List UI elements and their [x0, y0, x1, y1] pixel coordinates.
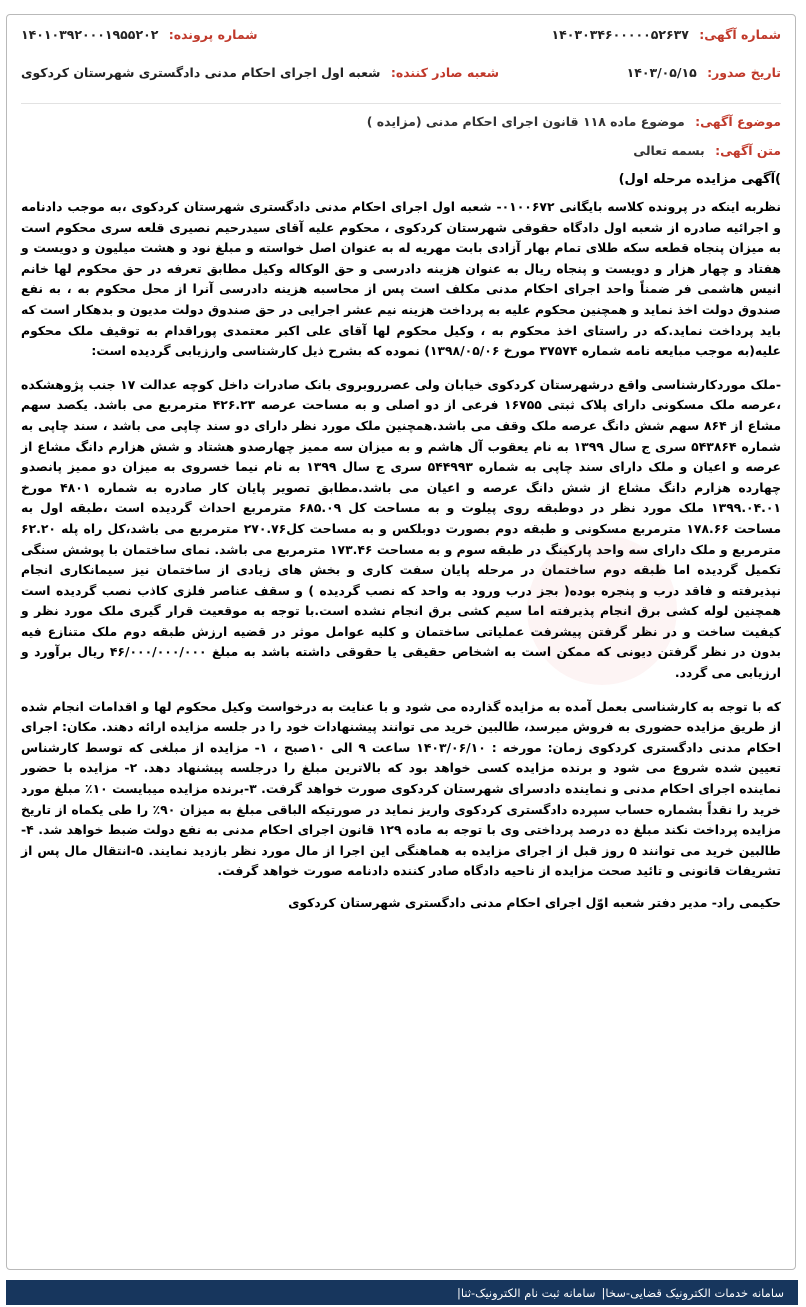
issuer-value: شعبه اول اجرای احکام مدنی دادگستری شهرستان کردکوی	[21, 65, 381, 80]
notice-content	[21, 27, 781, 910]
body-paragraph-2: -ملک موردکارشناسی واقع درشهرستان کردکوی خیابان ولی عصرروبروی بانک صادرات داخل کوچه عدالت ۱۷ جنب پژوهشکده ،عرصه ملک مسکونی دارای پلاک ثبتی ۱۶۷۵۵ فرعی از دو اصلی و به مساحت عرصه ۴۲۶.۲۳ مترمربع می باشد. یکصد سهم مشاع از ۸۶۴ سهم شش دانگ عرصه ملک وقف می باشد.همچنین ملک مورد نظر دارای دو سند چاپی می باشد ، سند چاپی به شماره ۵۴۳۸۶۴ سری ج سال ۱۳۹۹ به نام یعقوب آل هاشم و به میزان سه ممیز چهارصدو هشتاد و شش هزارم دانگ مشاع از عرصه و اعیان و ملک دارای سند چاپی به شماره ۵۴۴۹۹۳ سری ج سال ۱۳۹۹ به نام نیما خسروی به میزان دو ممیز پانصدو چهارده هزارم دانگ مشاع از شش دانگ عرصه و اعیان می باشد.مطابق تصویر پایان کار صادره به شماره ۴۸۰۱ مورخ ۱۳۹۹.۰۴.۰۱ ملک مورد نظر در دوطبقه روی پیلوت و به مساحت کل ۶۸۵.۰۹ مترمربع احداث گردیده است ،طبقه اول به مساحت ۱۷۸.۶۶ مترمربع مسکونی و طبقه دوم بصورت دوبلکس و به مساحت کل۲۷۰.۷۶ مترمربع می باشد،کل راه پله ۶۲.۲۰ مترمربع و ملک دارای سه واحد پارکینگ در طبقه سوم و به مساحت ۱۷۳.۴۶ مترمربع می باشد. نمای ساختمان با پوشش سنگی تکمیل گردیده اما طبقه دوم ساختمان در مرحله پایان سفت کاری و بخش های زیادی از ساختمان نیز سیمانکاری انجام نپذیرفته و فاقد درب و پنجره بوده( بجز درب ورود به واحد که نصب گردیده ) و سقف عناصر فلزی کاذب نصب گردیده است همچنین لوله کشی برق انجام پذیرفته اما سیم کشی برق انجام نشده است.با توجه به موقعیت قرار گیری ملک مورد نظر و کیفیت ساخت و در نظر گرفتن پیشرفت عملیاتی ساختمان و کلیه عوامل موثر در قضیه ارزش طبقه دوم ملک متنازع فیه بدون در نظر گرفتن دیونی که ممکن است به اشخاص حقیقی یا حقوقی داشته باشد به مبلغ ۴۶/۰۰۰/۰۰۰/۰۰۰ ریال برآورد و ارزیابی می گردد.	[21, 376, 782, 681]
subject-value: موضوع ماده ۱۱۸ قانون اجرای احکام مدنی (مزایده )	[366, 114, 685, 129]
footer-separator: |	[601, 1285, 606, 1300]
issuer-label: شعبه صادر کننده:	[390, 65, 500, 80]
issue-date-label: تاریخ صدور:	[707, 65, 781, 80]
text-label: متن آگهی:	[715, 143, 781, 158]
subject-row	[21, 114, 781, 129]
footer-bar	[6, 1280, 798, 1305]
issue-date-value: ۱۴۰۳/۰۵/۱۵	[626, 65, 697, 80]
case-number-label: شماره پرونده:	[168, 27, 258, 42]
footer-link-sana[interactable]: سامانه ثبت نام الکترونیک-ثنا	[460, 1285, 596, 1300]
text-row	[21, 143, 781, 158]
header-row-1	[21, 27, 781, 49]
text-value: بسمه تعالی	[633, 143, 705, 158]
case-number	[21, 27, 258, 42]
notice-number-label: شماره آگهی:	[699, 27, 781, 42]
stage-title: )آگهی مزایده مرحله اول)	[618, 172, 781, 187]
notice-card	[6, 14, 796, 1270]
footer-link-sakha[interactable]: سامانه خدمات الکترونیک قضایی-سخا	[605, 1285, 784, 1300]
header-row-2	[21, 65, 781, 87]
notice-number	[552, 27, 781, 42]
footer-separator-end: |	[456, 1285, 461, 1300]
body-paragraph-3: که با توجه به کارشناسی بعمل آمده به مزایده گذارده می شود و با عنایت به درخواست وکیل محکوم لها و اقدامات انجام شده از طریق مزایده حضوری به فروش میرسد، طالبین خرید می توانند پیشنهادات خود را در جلسه مزایده ارائه دهند. مکان: اجرای احکام مدنی دادگستری کردکوی زمان: مورخه : ۱۴۰۳/۰۶/۱۰ ساعت ۹ الی ۱۰صبح ، ۱- مزایده از مبلغی که توسط کارشناس تعیین شده شروع می شود و برنده مزایده کسی خواهد بود که بالاترین مبلغ را درجلسه پیشنهاد دهد. ۲- مزایده با حضور نماینده اجرای احکام مدنی و نماینده دادسرای شهرستان کردکوی صورت خواهد گرفت. ۳-برنده مزایده میبایست ۱۰٪ مبلغ مورد خرید را نقداً بشماره حساب سپرده دادگستری کردکوی واریز نماید در صورتیکه الباقی مبلغ به میزان ۹۰٪ را طی یکماه از تاریخ مزایده پرداخت نکند مبلغ ده درصد پرداختی وی با توجه به ماده ۱۲۹ قانون اجرای احکام مدنی به نفع دولت ضبط خواهد شد. ۴- طالبین خرید می توانند ۵ روز قبل از اجرای مزایده به هماهنگی این اجرا از مال مورد نظر بازدید نمایند. ۵-انتقال مال پس از تشریفات قانونی و تائید صحت مزایده از ناحیه دادگاه صادر کننده دادنامه صورت خواهد گرفت.	[21, 698, 782, 879]
case-number-value: ۱۴۰۱۰۳۹۲۰۰۰۱۹۵۵۲۰۲	[21, 27, 159, 42]
subject-label: موضوع آگهی:	[695, 114, 781, 129]
signature: حکیمی راد- مدیر دفتر شعبه اوّل اجرای احکام مدنی دادگستری شهرستان کردکوی	[288, 895, 781, 910]
header-divider	[21, 103, 781, 104]
issue-date	[627, 65, 781, 80]
issuer	[21, 65, 499, 80]
body-paragraph-1: نظربه اینکه در پرونده کلاسه بایگانی ۰۱۰۰۶۷۲- شعبه اول اجرای احکام مدنی دادگستری شهرستان کردکوی ،به موجب دادنامه و اجرائیه صادره از شعبه اول دادگاه حقوقی شهرستان کردکوی ، محکوم علیه آقای سیدرحیم نصیری قلعه سری محکوم است به میزان پنجاه قطعه سکه طلای تمام بهار آزادی بابت مهریه له به عنوان اصل خواسته و مبلغ نود و هشت میلیون و دویست و هفتاد و چهار هزار و دویست و پنجاه ریال به عنوان هزینه دادرسی و حق الوکاله وکیل مطابق تعرفه در حق محکوم لها خانم انیس هاشمی فر ضمناً واحد اجرای احکام مدنی مکلف است پس از محاسبه هزینه دادرسی آنرا از محل محکوم به ، به نفع صندوق دولت اخذ نماید و همچنین محکوم علیه به پرداخت هزینه نیم عشر اجرایی در حق صندوق دولت مدیون و بدهکار است که باید پرداخت نماید.که در راستای اخذ محکوم به ، وکیل محکوم لها آقای علی اکبر معتمدی پوراقدام به توقیف ملک محکوم علیه(به موجب مبایعه نامه شماره ۳۷۵۷۴ مورخ ۱۳۹۸/۰۵/۰۶) نموده که بشرح ذیل کارشناسی وارزیابی گردیده است:	[21, 199, 782, 359]
notice-number-value: ۱۴۰۳۰۳۴۶۰۰۰۰۰۵۲۶۳۷	[551, 27, 689, 42]
